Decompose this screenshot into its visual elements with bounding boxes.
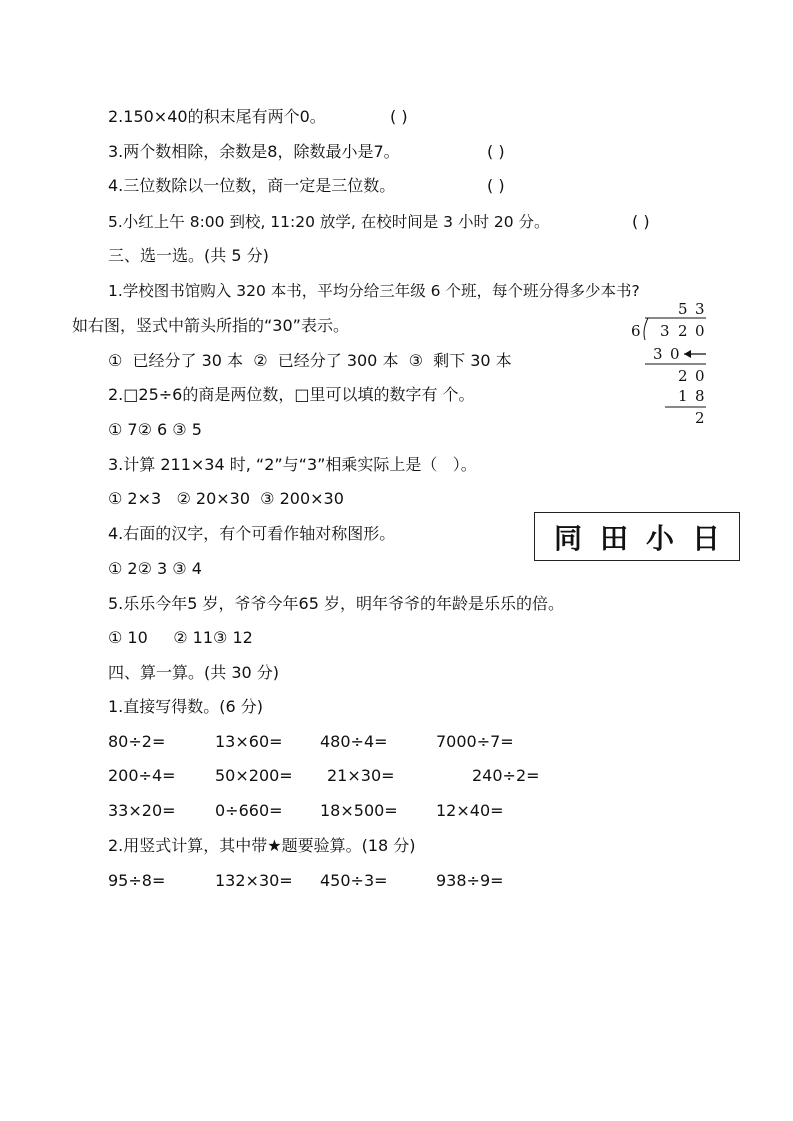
hanzi-character: 小 [646,521,675,555]
choice-options: ① 2② 3 ③ 4 [108,559,202,578]
long-division-figure [620,300,730,430]
remainder-digit: 0 [695,367,705,385]
calc-item: 938÷9= [436,871,504,890]
judge-question-2: 2.150×40的积末尾有两个0。 [108,107,326,126]
choice-question-3: 3.计算 211×34 时, “2”与“3”相乘实际上是（ ）。 [108,455,477,474]
step-digit: 8 [695,387,705,405]
answer-bracket[interactable]: ( ) [632,212,650,231]
section-title: 四、算一算。(共 30 分) [108,663,280,682]
calc-item: 7000÷7= [436,732,514,751]
answer-bracket[interactable]: ( ) [487,142,505,161]
quotient-digit: 3 [695,300,705,318]
answer-bracket[interactable]: ( ) [390,107,408,126]
calc-item: 18×500= [320,801,398,820]
choice-question-5: 5.乐乐今年5 岁，爷爷今年65 岁，明年爷爷的年龄是乐乐的倍。 [108,594,564,613]
hanzi-character: 田 [599,521,628,555]
quotient-digit: 5 [678,300,688,318]
arrow-left-icon [684,350,691,358]
calc-item: 13×60= [215,732,283,751]
judge-question-5: 5.小红上午 8:00 到校, 11:20 放学, 在校时间是 3 小时 20 分。 [108,213,550,231]
subsection-title: 1.直接写得数。(6 分) [108,697,264,716]
choice-options: ① 已经分了 30 本 ② 已经分了 300 本 ③ 剩下 30 本 [108,351,512,370]
remainder-digit: 2 [695,409,705,427]
subsection-title: 2.用竖式计算，其中带★题要验算。(18 分) [108,836,416,855]
step-digit: 3 [653,345,663,363]
hanzi-character: 日 [692,521,721,555]
answer-bracket[interactable]: ( ) [487,176,505,195]
choice-options: ① 7② 6 ③ 5 [108,420,202,439]
hanzi-character: 同 [553,521,582,555]
hanzi-box [534,512,740,561]
choice-options: ① 10 ② 11③ 12 [108,628,253,647]
calc-item: 33×20= [108,801,176,820]
calc-item: 21×30= [327,766,395,785]
division-bracket [644,318,648,340]
choice-question-2: 2.□25÷6的商是两位数，□里可以填的数字有 个。 [108,385,475,404]
calc-item: 450÷3= [320,871,388,890]
calc-row [0,871,793,971]
remainder-digit: 2 [678,367,688,385]
dividend-digit: 3 [660,322,670,340]
judge-question-3: 3.两个数相除，余数是8，除数最小是7。 [108,142,400,161]
calc-item: 200÷4= [108,766,176,785]
calc-item: 240÷2= [472,766,540,785]
divisor-digit: 6 [631,322,641,340]
choice-question-1: 1.学校图书馆购入 320 本书，平均分给三年级 6 个班，每个班分得多少本书? [108,282,640,300]
calc-item: 132×30= [215,871,293,890]
choice-options: ① 2×3 ② 20×30 ③ 200×30 [108,489,344,508]
step-digit: 1 [678,387,688,405]
calc-item: 80÷2= [108,732,166,751]
calc-item: 480÷4= [320,732,388,751]
step-digit: 0 [670,345,680,363]
calc-item: 50×200= [215,766,293,785]
section-title: 三、选一选。(共 5 分) [108,246,269,265]
judge-question-4: 4.三位数除以一位数，商一定是三位数。 [108,176,396,195]
calc-item: 0÷660= [215,801,283,820]
dividend-digit: 2 [678,322,688,340]
choice-question-4: 4.右面的汉字，有个可看作轴对称图形。 [108,524,396,543]
dividend-digit: 0 [695,322,705,340]
calc-item: 95÷8= [108,871,166,890]
choice-question-1-cont: 如右图，竖式中箭头所指的“30”表示。 [72,316,349,335]
calc-item: 12×40= [436,801,504,820]
